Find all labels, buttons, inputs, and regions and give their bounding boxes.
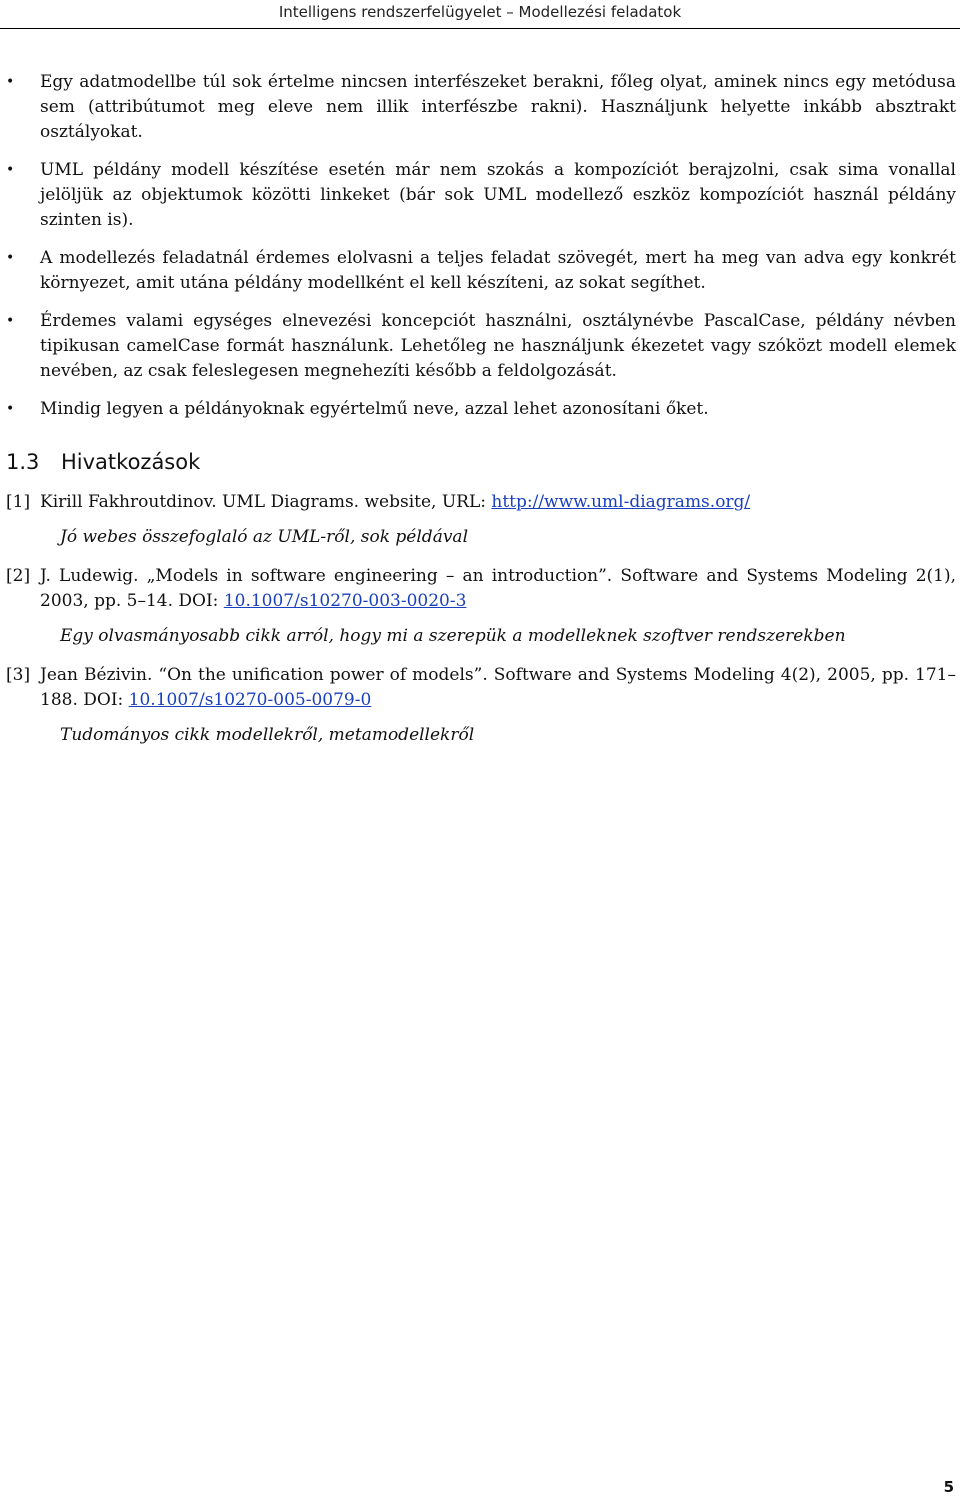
section-heading [6, 448, 956, 476]
reference-link[interactable]: 10.1007/s10270-005-0079-0 [128, 690, 372, 710]
bullet-list [6, 70, 956, 422]
bullet-icon: • [6, 250, 15, 266]
bullet-text: UML példány modell készítése esetén már nem szokás a kompozíciót berajzolni, csak sima vonallal jelöljük az objektumok közötti linkeket (bár sok UML modellező eszköz kompozíciót használ példány szinten is). [40, 160, 956, 230]
page-content [6, 70, 956, 762]
reference-note: Jó webes összefoglaló az UML-ről, sok példával [60, 527, 468, 547]
reference-text: Kirill Fakhroutdinov. UML Diagrams. website, URL: [40, 492, 492, 512]
reference-text: J. Ludewig. „Models in software engineering – an introduction”. Software and Systems Modeling 2(1), 2003, pp. 5–14. DOI: [40, 566, 956, 611]
reference-link[interactable]: http://www.uml-diagrams.org/ [491, 492, 751, 512]
section-number: 1.3 [6, 450, 40, 474]
bullet-item [6, 246, 956, 296]
reference-note: Egy olvasmányosabb cikk arról, hogy mi a szerepük a modelleknek szoftver rendszerekben [60, 626, 846, 646]
bullet-icon: • [6, 74, 15, 90]
bullet-text: Egy adatmodellbe túl sok értelme nincsen interfészeket berakni, főleg olyat, aminek nincs egy metódusa sem (attribútumot meg eleve nem illik interfészbe rakni). Használjunk helyette inkább absztrakt osztályokat. [40, 72, 956, 142]
bullet-item [6, 397, 956, 422]
bullet-icon: • [6, 313, 15, 329]
bullet-item [6, 158, 956, 233]
reference-number: [3] [6, 665, 31, 685]
bullet-icon: • [6, 401, 15, 417]
reference-link[interactable]: 10.1007/s10270-003-0020-3 [223, 591, 467, 611]
bullet-text: Mindig legyen a példányoknak egyértelmű neve, azzal lehet azonosítani őket. [40, 399, 709, 419]
reference-number: [2] [6, 566, 31, 586]
reference-item [6, 564, 956, 614]
reference-item [6, 663, 956, 713]
reference-note: Tudományos cikk modellekről, metamodellekről [60, 725, 475, 745]
bullet-item [6, 309, 956, 384]
bullet-item [6, 70, 956, 145]
section-title: Hivatkozások [61, 450, 201, 474]
bullet-icon: • [6, 162, 15, 178]
reference-item [6, 490, 956, 515]
bullet-text: A modellezés feladatnál érdemes elolvasni a teljes feladat szövegét, mert ha meg van adva egy konkrét környezet, amit utána példány modellként el kell készíteni, az sokat segíthet. [40, 248, 956, 293]
reference-number: [1] [6, 492, 31, 512]
header-rule [0, 28, 960, 29]
reference-text: Jean Bézivin. “On the unification power of models”. Software and Systems Modeling 4(2), 2005, pp. 171–188. DOI: [40, 665, 956, 710]
bullet-text: Érdemes valami egységes elnevezési koncepciót használni, osztálynévbe PascalCase, példány névben tipikusan camelCase formát használunk. Lehetőleg ne használjunk ékezetet vagy szóközt modell elemek nevében, az csak feleslegesen megnehezíti később a feldolgozását. [40, 311, 956, 381]
page-number: 5 [943, 1478, 954, 1496]
running-header: Intelligens rendszerfelügyelet – Modellezési feladatok [278, 3, 682, 21]
